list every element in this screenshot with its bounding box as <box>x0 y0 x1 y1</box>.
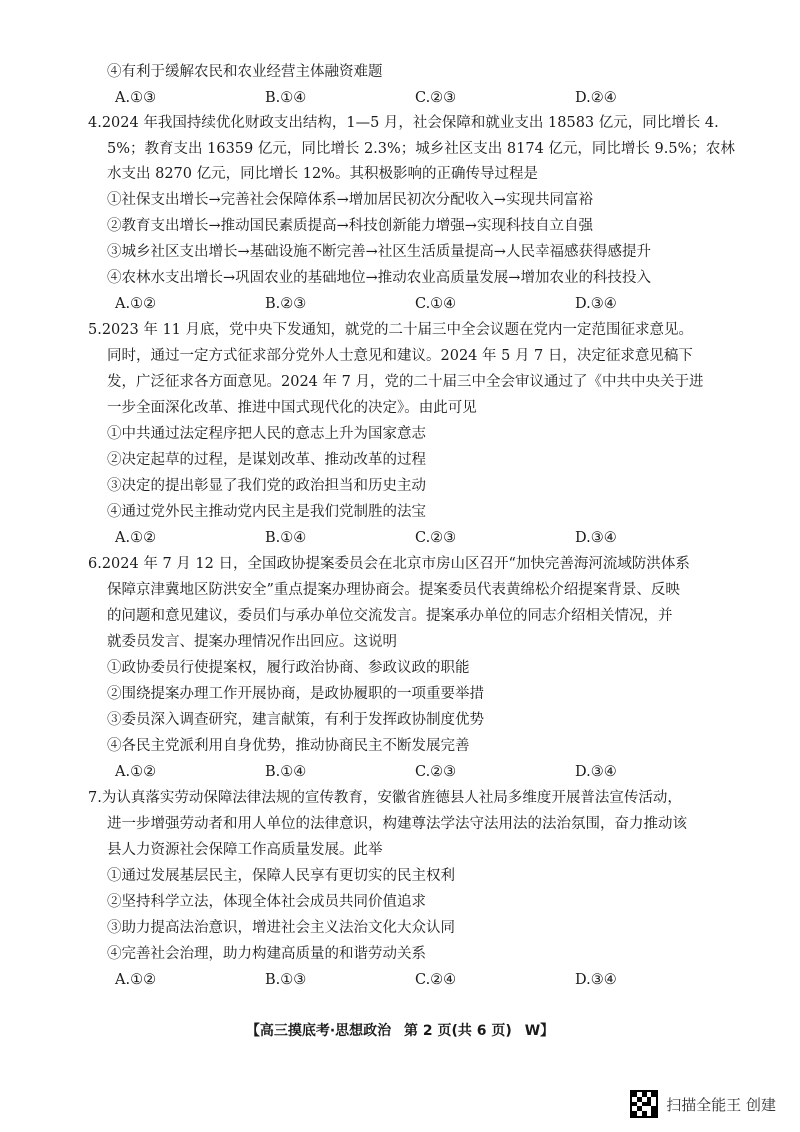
question-text-line: 5.2023 年 11 月底，党中央下发通知，就党的二十届三中全会议题在党内一定范围征求意见。 <box>88 322 694 338</box>
question-text-line: 一步全面深化改革、推进中国式现代化的决定》。由此可见 <box>107 400 477 416</box>
statement-option: ②决定起草的过程，是谋划改革、推动改革的过程 <box>107 452 426 468</box>
answer-choice-d: D.③④ <box>575 972 617 988</box>
footer-exam-title: 【高三摸底考·思想政治 <box>245 1023 392 1039</box>
answer-choice-a: A.①② <box>115 972 157 988</box>
answer-choice-a: A.①③ <box>115 90 157 106</box>
answer-choice-b: B.①④ <box>265 764 307 780</box>
question-text-line: 发，广泛征求各方面意见。2024 年 7 月，党的二十届三中全会审议通过了《中共中央关于进 <box>107 374 704 390</box>
footer-page-number: 第 2 页(共 6 页) <box>404 1023 512 1039</box>
answer-choice-b: B.①④ <box>265 90 307 106</box>
statement-option: ④通过党外民主推动党内民主是我们党制胜的法宝 <box>107 504 426 520</box>
answer-choice-a: A.①② <box>115 764 157 780</box>
statement-option: ①社保支出增长→完善社会保障体系→增加居民初次分配收入→实现共同富裕 <box>107 192 593 208</box>
answer-choices-row <box>115 970 675 990</box>
statement-option: ④完善社会治理，助力构建高质量的和谐劳动关系 <box>107 946 426 962</box>
statement-option: ①中共通过法定程序把人民的意志上升为国家意志 <box>107 426 426 442</box>
statement-option: ②围绕提案办理工作开展协商，是政协履职的一项重要举措 <box>107 686 484 702</box>
answer-choice-d: D.③④ <box>575 296 617 312</box>
question-text-line: 6.2024 年 7 月 12 日，全国政协提案委员会在北京市房山区召开“加快完善海河流域防洪体系 <box>88 556 690 572</box>
question-text-line: 7.为认真落实劳动保障法律法规的宣传教育，安徽省旌德县人社局多维度开展普法宣传活动， <box>88 790 682 806</box>
statement-option: ②坚持科学立法，体现全体社会成员共同价值追求 <box>107 894 426 910</box>
question-text-line: 就委员发言、提案办理情况作出回应。这说明 <box>107 634 397 650</box>
statement-option: ④农林水支出增长→巩固农业的基础地位→推动农业高质量发展→增加农业的科技投入 <box>107 270 651 286</box>
question-text-line: 的问题和意见建议，委员们与承办单位交流发言。提案承办单位的同志介绍相关情况，并 <box>107 608 673 624</box>
scanner-brand-text: 扫描全能王 创建 <box>666 1095 776 1114</box>
page-footer <box>0 1020 800 1040</box>
answer-choice-c: C.②④ <box>415 972 457 988</box>
statement-option: ③决定的提出彰显了我们党的政治担当和历史主动 <box>107 478 426 494</box>
question-text-line: 县人力资源社会保障工作高质量发展。此举 <box>107 842 383 858</box>
answer-choice-c: C.①④ <box>415 296 457 312</box>
answer-choices-row <box>115 762 675 782</box>
question-text-line: 5%；教育支出 16359 亿元，同比增长 2.3%；城乡社区支出 8174 亿元，同比增长 9.5%；农林 <box>107 141 735 157</box>
answer-choices-row <box>115 528 675 548</box>
question-text-line: 保障京津冀地区防洪安全”重点提案办理协商会。提案委员代表黄绵松介绍提案背景、反映 <box>107 582 680 598</box>
answer-choice-b: B.①③ <box>265 972 307 988</box>
qr-code-icon <box>630 1090 658 1118</box>
statement-option: ③委员深入调查研究，建言献策，有利于发挥政协制度优势 <box>107 712 484 728</box>
statement-option: ①政协委员行使提案权，履行政治协商、参政议政的职能 <box>107 660 470 676</box>
statement-option: ③助力提高法治意识，增进社会主义法治文化大众认同 <box>107 920 455 936</box>
statement-option: ①通过发展基层民主，保障人民享有更切实的民主权利 <box>107 868 455 884</box>
answer-choice-b: B.①④ <box>265 530 307 546</box>
answer-choice-c: C.②③ <box>415 90 457 106</box>
question-text-line: 水支出 8270 亿元，同比增长 12%。其积极影响的正确传导过程是 <box>107 166 538 182</box>
answer-choice-c: C.②③ <box>415 764 457 780</box>
question-text-line: 4.2024 年我国持续优化财政支出结构，1—5 月，社会保障和就业支出 18583 亿元，同比增长 4. <box>88 115 719 131</box>
footer-code: W】 <box>524 1023 555 1039</box>
answer-choices-row <box>115 88 675 108</box>
answer-choices-row <box>115 294 675 314</box>
statement-option: ③城乡社区支出增长→基础设施不断完善→社区生活质量提高→人民幸福感获得感提升 <box>107 244 651 260</box>
question-text-line: 同时，通过一定方式征求部分党外人士意见和建议。2024 年 5 月 7 日，决定征求意见稿下 <box>107 348 693 364</box>
scanner-watermark <box>630 1090 776 1118</box>
answer-choice-d: D.③④ <box>575 764 617 780</box>
statement-option: ④有利于缓解农民和农业经营主体融资难题 <box>107 64 383 80</box>
answer-choice-c: C.②③ <box>415 530 457 546</box>
answer-choice-d: D.②④ <box>575 90 617 106</box>
answer-choice-a: A.①② <box>115 296 157 312</box>
statement-option: ④各民主党派利用自身优势，推动协商民主不断发展完善 <box>107 738 470 754</box>
question-text-line: 进一步增强劳动者和用人单位的法律意识，构建尊法学法守法用法的法治氛围，奋力推动该 <box>107 816 687 832</box>
answer-choice-a: A.①② <box>115 530 157 546</box>
answer-choice-d: D.③④ <box>575 530 617 546</box>
statement-option: ②教育支出增长→推动国民素质提高→科技创新能力增强→实现科技自立自强 <box>107 218 593 234</box>
answer-choice-b: B.②③ <box>265 296 307 312</box>
